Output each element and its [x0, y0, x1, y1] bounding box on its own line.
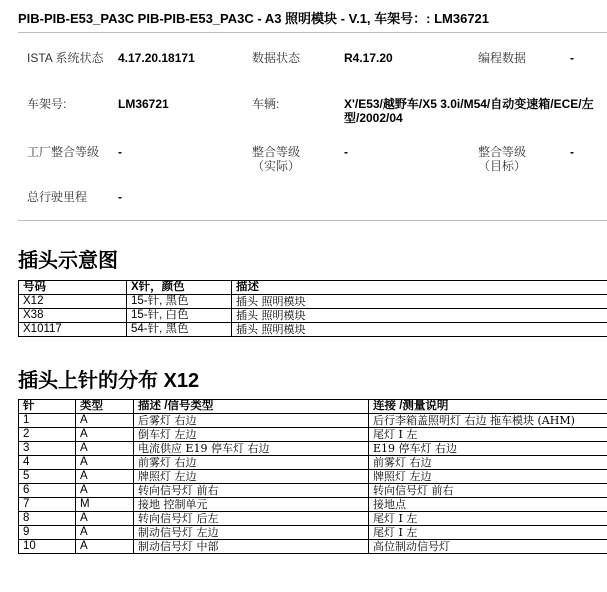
- pin-table: [18, 399, 607, 554]
- table-cell: M: [76, 498, 134, 512]
- title-divider: [18, 32, 607, 33]
- factory-level-value: -: [118, 145, 122, 159]
- target-level-value: -: [570, 145, 574, 159]
- table-cell: 前雾灯 右边: [369, 456, 607, 470]
- table-cell: 接地点: [369, 498, 607, 512]
- table-row: [19, 484, 607, 498]
- programming-data-value: -: [570, 51, 574, 65]
- actual-level-value: -: [344, 145, 348, 159]
- vin-value: LM36721: [118, 97, 169, 111]
- column-header: 针: [19, 400, 76, 414]
- actual-level-label: 整合等级（实际）: [252, 145, 301, 173]
- table-cell: 尾灯 I 左: [369, 512, 607, 526]
- connector-table-header: [19, 281, 607, 295]
- table-cell: 牌照灯 左边: [134, 470, 369, 484]
- column-header: 描述: [232, 281, 607, 295]
- table-cell: 2: [19, 428, 76, 442]
- table-cell: X12: [19, 295, 127, 309]
- table-cell: 制动信号灯 左边: [134, 526, 369, 540]
- table-cell: 插头 照明模块: [232, 323, 607, 337]
- vin-label: 车架号:: [27, 97, 67, 111]
- table-cell: X10117: [19, 323, 127, 337]
- table-cell: 电流供应 E19 停车灯 右边: [134, 442, 369, 456]
- table-cell: 后雾灯 右边: [134, 414, 369, 428]
- table-cell: 制动信号灯 中部: [134, 540, 369, 554]
- table-row: [19, 414, 607, 428]
- table-cell: 15-针, 白色: [127, 309, 232, 323]
- mileage-value: -: [118, 190, 122, 204]
- table-cell: A: [76, 512, 134, 526]
- table-cell: 前雾灯 右边: [134, 456, 369, 470]
- pin-section-title: 插头上针的分布 X12: [18, 370, 200, 392]
- table-row: [19, 540, 607, 554]
- table-cell: 尾灯 I 左: [369, 428, 607, 442]
- table-row: [19, 442, 607, 456]
- table-cell: 4: [19, 456, 76, 470]
- table-row: [19, 498, 607, 512]
- column-header: X针，颜色: [127, 281, 232, 295]
- table-cell: A: [76, 470, 134, 484]
- pin-table-header: [19, 400, 607, 414]
- column-header: 类型: [76, 400, 134, 414]
- connector-table: [18, 280, 607, 337]
- table-cell: A: [76, 428, 134, 442]
- vehicle-label: 车辆:: [252, 97, 280, 111]
- table-cell: A: [76, 540, 134, 554]
- table-cell: E19 停车灯 右边: [369, 442, 607, 456]
- table-row: [19, 456, 607, 470]
- table-cell: A: [76, 414, 134, 428]
- table-row: [19, 323, 607, 337]
- table-cell: 3: [19, 442, 76, 456]
- table-cell: 插头 照明模块: [232, 295, 607, 309]
- mileage-label: 总行驶里程: [27, 190, 88, 204]
- table-cell: 54-针, 黑色: [127, 323, 232, 337]
- table-cell: A: [76, 442, 134, 456]
- table-cell: 5: [19, 470, 76, 484]
- table-cell: 7: [19, 498, 76, 512]
- target-level-label: 整合等级（目标）: [478, 145, 527, 173]
- document-title: PIB-PIB-E53_PA3C PIB-PIB-E53_PA3C - A3 照明模块 - V.1, 车架号：: LM36721: [18, 11, 490, 26]
- table-row: [19, 428, 607, 442]
- factory-level-label: 工厂整合等级: [27, 145, 100, 159]
- table-cell: 倒车灯 左边: [134, 428, 369, 442]
- table-row: [19, 309, 607, 323]
- data-status-value: R4.17.20: [344, 51, 393, 65]
- connector-section-title: 插头示意图: [18, 250, 118, 272]
- ista-status-value: 4.17.20.18171: [118, 51, 195, 65]
- table-cell: 尾灯 I 左: [369, 526, 607, 540]
- programming-data-label: 编程数据: [478, 51, 527, 65]
- table-cell: 6: [19, 484, 76, 498]
- table-cell: 转向信号灯 前右: [134, 484, 369, 498]
- table-cell: 接地 控制单元: [134, 498, 369, 512]
- column-header: 连接 /测量说明: [369, 400, 607, 414]
- table-cell: 8: [19, 512, 76, 526]
- vehicle-value: X'/E53/越野车/X5 3.0i/M54/自动变速箱/ECE/左型/2002/04: [344, 97, 594, 125]
- table-cell: A: [76, 526, 134, 540]
- table-cell: 转向信号灯 前右: [369, 484, 607, 498]
- table-cell: A: [76, 456, 134, 470]
- data-status-label: 数据状态: [252, 51, 301, 65]
- table-cell: 后行李箱盖照明灯 右边 拖车模块 (AHM): [369, 414, 607, 428]
- table-cell: 高位制动信号灯: [369, 540, 607, 554]
- table-row: [19, 470, 607, 484]
- table-cell: 10: [19, 540, 76, 554]
- table-cell: 9: [19, 526, 76, 540]
- table-cell: 牌照灯 左边: [369, 470, 607, 484]
- info-divider: [18, 220, 607, 221]
- ista-status-label: ISTA 系统状态: [27, 51, 104, 65]
- table-cell: 转向信号灯 后左: [134, 512, 369, 526]
- column-header: 号码: [19, 281, 127, 295]
- table-cell: X38: [19, 309, 127, 323]
- table-cell: 15-针, 黑色: [127, 295, 232, 309]
- table-row: [19, 295, 607, 309]
- column-header: 描述 /信号类型: [134, 400, 369, 414]
- table-cell: 插头 照明模块: [232, 309, 607, 323]
- table-row: [19, 526, 607, 540]
- table-cell: A: [76, 484, 134, 498]
- table-row: [19, 512, 607, 526]
- table-cell: 1: [19, 414, 76, 428]
